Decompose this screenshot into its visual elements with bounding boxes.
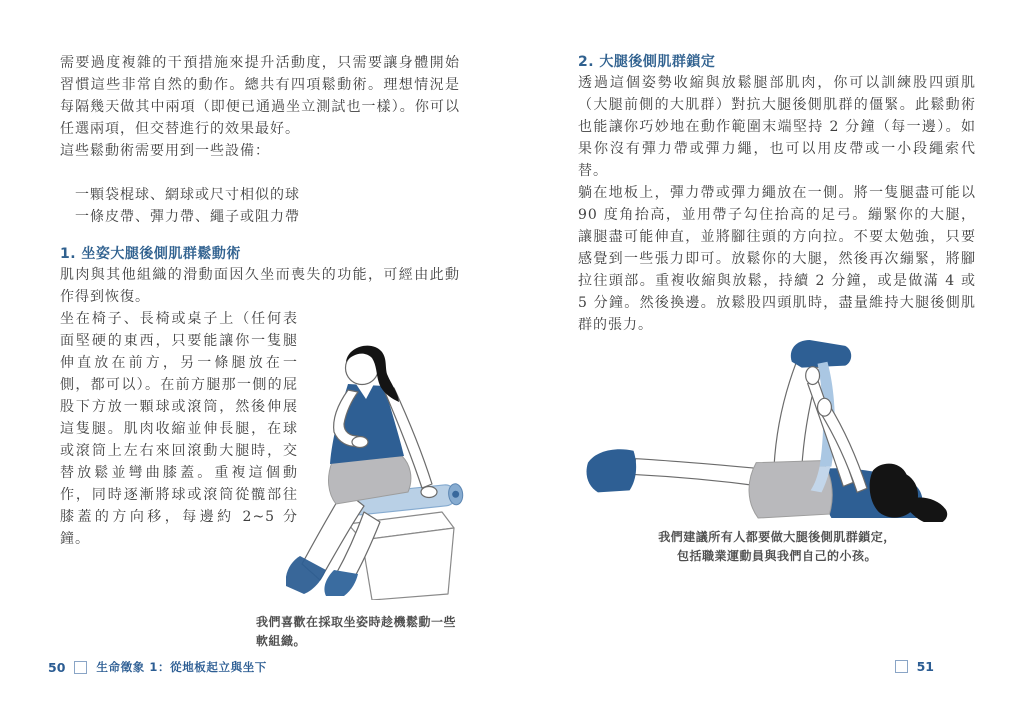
figure-caption-left: 我們喜歡在採取坐姿時趁機鬆動一些軟組織。 (256, 615, 457, 648)
footer-ornament-square (74, 661, 87, 674)
shoe (324, 570, 358, 596)
equipment-item: 一顆袋棍球、網球或尺寸相似的球 (75, 187, 300, 203)
book-chapter-title: 生命徵象 1：從地板起立與坐下 (96, 660, 267, 674)
section-intro: 肌肉與其他組織的滑動面因久坐而喪失的功能，可經由此動作得到恢復。 (60, 267, 460, 305)
footer-left (48, 659, 267, 675)
lying-person (587, 340, 948, 522)
page-right (512, 0, 1024, 717)
page-left-content (60, 52, 460, 648)
shoe (587, 449, 637, 492)
hand (352, 437, 368, 448)
page-number: 50 (48, 659, 66, 675)
footer-right (895, 659, 934, 674)
seated-figure-illustration (286, 342, 500, 600)
lockout-paragraph-1: 透過這個姿勢收縮與放鬆腿部肌肉，你可以訓練股四頭肌（大腿前側的大肌群）對抗大腿後側肌群的僵緊。此鬆動術也能讓你巧妙地在動作範圍末端堅持 2 分鐘（每一邊）。如果你沒有彈力帶或彈力繩，也可以用皮帶或一小段繩索代替。 (578, 75, 976, 179)
hamstring-lockout-figure (578, 336, 974, 522)
hand (806, 367, 820, 385)
seated-hamstring-mobilization-figure (286, 342, 500, 600)
figure-caption-line: 我們建議所有人都要做大腿後側肌群鎖定， (658, 530, 896, 544)
page-right-content (578, 52, 976, 566)
figure-caption-line: 包括職業運動員與我們自己的小孩。 (676, 549, 877, 563)
ponytail-hair (905, 498, 948, 522)
page-number: 51 (916, 659, 934, 674)
intro-paragraph: 需要過度複雜的干預措施來提升活動度，只需要讓身體開始習慣這些非常自然的動作。總共有四項鬆動術。理想情況是每隔幾天做其中兩項（即便已通過坐立測試也一樣）。你可以任選兩項，但交替進行的效果最好。 (60, 55, 460, 137)
equipment-intro: 這些鬆動術需要用到一些設備： (60, 143, 270, 159)
equipment-item: 一條皮帶、彈力帶、繩子或阻力帶 (75, 209, 300, 225)
lockout-paragraph-2: 躺在地板上，彈力帶或彈力繩放在一側。將一隻腿盡可能以 90 度角抬高，並用帶子勾住抬高的足弓。繃緊你的大腿，讓腿盡可能伸直，並將腳往頭的方向拉。不要太勉強，只要感覺到一些張力即可。放鬆你的大腿，然後再次繃緊，將腳拉往頭部。重複收縮與放鬆，持續 2 分鐘，或是做滿 4 或 5 分鐘。然後換邊。放鬆股四頭肌時，盡量維持大腿後側肌群的張力。 (578, 185, 976, 333)
section-heading-2: 2. 大腿後側肌群鎖定 (578, 54, 716, 70)
footer-ornament-square (895, 660, 908, 673)
lying-figure-illustration (578, 336, 974, 522)
hand (421, 487, 437, 498)
figure-caption-right (578, 528, 976, 566)
equipment-list (60, 184, 460, 228)
section-heading-1: 1. 坐姿大腿後側肌群鬆動術 (60, 246, 241, 262)
instructions-paragraph: 坐在椅子、長椅或桌子上（任何表面堅硬的東西，只要能讓你一隻腿伸直放在前方，另一條腿放在一側，都可以）。在前方腿那一側的屁股下方放一顆球或滾筒，然後伸展這隻腿。肌肉收縮並伸長腿，在球或滾筒上左右來回滾動大腿時，交替放鬆並彎曲膝蓋。重複這個動作，同時逐漸將球或滾筒從髖部往膝蓋的方向移，每邊約 2~5 分鐘。 (60, 311, 298, 547)
hand (818, 398, 832, 416)
